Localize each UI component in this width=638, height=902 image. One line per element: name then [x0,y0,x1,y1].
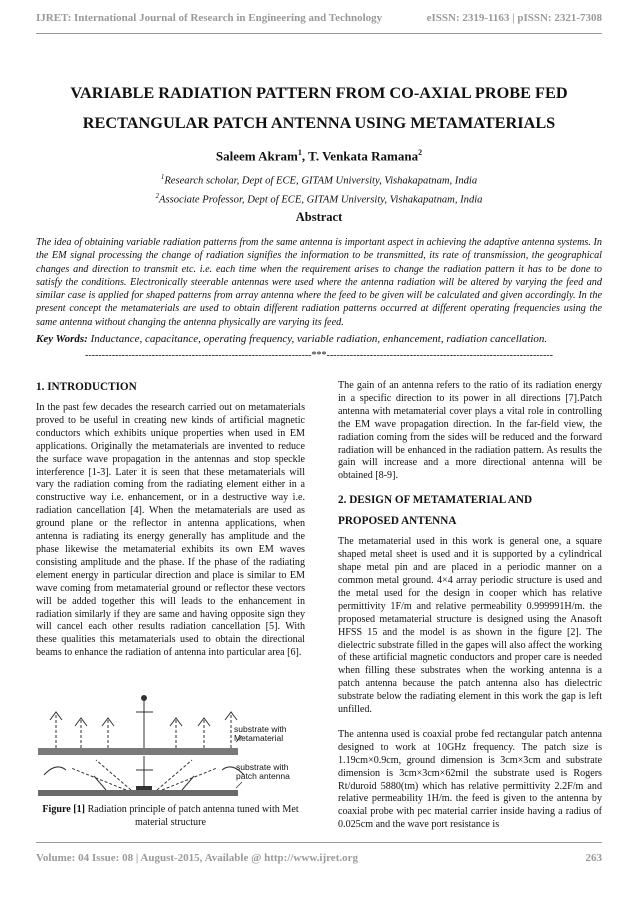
label-metamaterial-2: Metamaterial [234,733,284,743]
section-2-heading-line-2: PROPOSED ANTENNA [338,515,457,528]
figure-1-label: Figure [1] [42,804,86,815]
title-line-2: RECTANGULAR PATCH ANTENNA USING METAMATERIALS [82,113,556,132]
left-column [36,380,305,660]
journal-name: IJRET: International Journal of Research in Engineering and Technology [36,12,383,24]
affiliations [0,170,638,207]
radiation-diagram [36,690,305,802]
patch-element [136,786,152,790]
affiliation-1-text: Research scholar, Dept of ECE, GITAM University, Vishakapatnam, India [164,175,478,187]
intro-paragraph: In the past few decades the research carried out on metamaterials proved to be useful in creating new kinds of artificial magnetic conductors which exhibits unique properties when used in EM applications. Originally the metamaterials are invented to reduce the surface wave propagation in the antennas and stop speckle interference [1-3]. Later it is seen that these metamaterials will vary the radiation coming from the radiating element either in a constructive way i.e. enhancement, or in a destructive way i.e. radiation cancellation [4]. When the metamaterials are used as ground plane or the reflector in antenna applications, when antenna is radiating its energy generally has amplitude and the phase likewise the metamaterial exhibits its own EM waves consisting amplitude and the phase. If the phase of the radiating element energy in particular direction and place is similar to EM wave coming from metamaterial ground or reflector these vectors will be added together this will leads to the enhancement in radiation similarly if they are same and having opposite sign they will cancel each other results radiation cancellation [5]. With these qualities this metamaterials used to obtain the directional beams to enhance the radiation of antenna into particular area [6]. [36,402,305,659]
author-list [0,148,638,164]
affiliation-1 [0,170,638,189]
figure-1-caption-text: Radiation principle of patch antenna tuned with Met material structure [85,804,299,828]
page-number: 263 [585,852,602,864]
keywords [36,333,602,345]
issn: eISSN: 2319-1163 | pISSN: 2321-7308 [426,12,602,24]
paper-title [20,78,618,138]
label-metamaterial-1: substrate with [234,724,287,734]
design-paragraph-2: The antenna used is coaxial probe fed rectangular patch antenna designed to work at 10GHz frequency. The patch size is 1.19cm×0.9cm, ground dimension is 3cm×3cm and substrate dimension is 3cm×3cm×62mil the substrate used is Rogers Rt/duroid 5880(tm) which has relative permittivity 2.2F/m and relative permeability 1H/m. the feed is given to the antenna by coaxial probe with pec material carrier inside having a radius of 0.025cm and the wave port resistance is [338,728,602,831]
keywords-text: Inductance, capacitance, operating frequency, variable radiation, enhancement, radiation cancellation. [87,333,548,345]
author-1-sup: 1 [297,148,302,157]
affiliation-2 [0,189,638,208]
section-separator: --------------------------------------------------------------------***-------------------------------------------------------------------- [85,350,553,361]
title-line-1: VARIABLE RADIATION PATTERN FROM CO-AXIAL PROBE FED [70,83,568,102]
upper-wave-arrows [50,696,237,749]
metamaterial-layer [38,748,238,755]
gain-paragraph: The gain of an antenna refers to the ratio of its radiation energy in a specific direction to its power in all directions [7].Patch antenna with metamaterial cover plays a vital role in controlling the EM wave propagation direction. In the far-field view, the radiation coming from the sides will be reduced and the forward radiation will be enhanced in the radiation pattern. As results the gain will increase and a more directional antenna will be obtained [8-9]. [338,380,602,482]
design-paragraph-1: The metamaterial used in this work is general one, a square shaped metal sheet is used and it is supported by a cylindrical shape metal pin and are placed in a periodic manner on a common metal ground. 4×4 array periodic structure is used and the metal used for the design in cooper which has relative permittivity 1F/m and relative permeability 0.999991H/m. the proposed metamaterial structure is designed using the Anasoft HFSS 15 and the model is as shown in the figure [2]. The dielectric substrate filled in the gapes will also affect the working of these artificial magnetic conductors and proper care is needed when filling these substrates when the working antenna is a patch antenna because the patch antenna also has dielectric substrate below the radiating element in this work the gap is left unfilled. [338,536,602,716]
keywords-label: Key Words: [36,333,88,345]
running-header [36,12,602,24]
author-2-sup: 2 [418,148,423,157]
label-patch-1: substrate with [236,762,289,772]
section-1-heading: 1. INTRODUCTION [36,381,137,393]
abstract-text: The idea of obtaining variable radiation patterns from the same antenna is important aspect in achieving the adaptive antenna systems. In the EM signal processing the change of radiation signifies the information to be transmitted, its rate of transmission, the geographical changes and direction to transmit etc. i.e. each time when the requirement arises to change the radiation pattern it has to be done to satisfy the conditions. Electronically steerable antennas were used where the antenna radiation will be altered by varying the feed and similar case is applied for shaped patterns from array antenna where the feed to be given will be calculated and given accordingly. In the present concept the metamaterials are used to obtain different radiation patterns occurred at different operating frequencies using the same antenna without changing the antenna physically are varying its feed. [36,237,602,328]
affiliation-1-sup: 1 [160,173,165,181]
footer-rule [36,842,602,843]
header-rule [36,33,602,34]
affiliation-2-text: Associate Professor, Dept of ECE, GITAM University, Vishakapatnam, India [159,194,483,206]
right-column [338,380,602,832]
lower-wave-arrows [44,756,244,790]
affiliation-2-sup: 2 [155,191,160,200]
author-separator: , [301,148,309,164]
author-1: Saleem Akram [215,148,298,164]
section-2-heading-line-1: 2. DESIGN OF METAMATERIAL AND [338,494,533,507]
figure-1-caption [36,803,305,829]
volume-info: Volume: 04 Issue: 08 | August-2015, Available @ http://www.ijret.org [36,852,358,864]
label-patch-2: patch antenna [236,771,290,781]
running-footer [36,852,602,864]
author-2: T. Venkata Ramana [308,148,419,164]
abstract-heading: Abstract [295,210,343,224]
patch-substrate-layer [38,790,238,796]
figure-1 [36,690,305,802]
